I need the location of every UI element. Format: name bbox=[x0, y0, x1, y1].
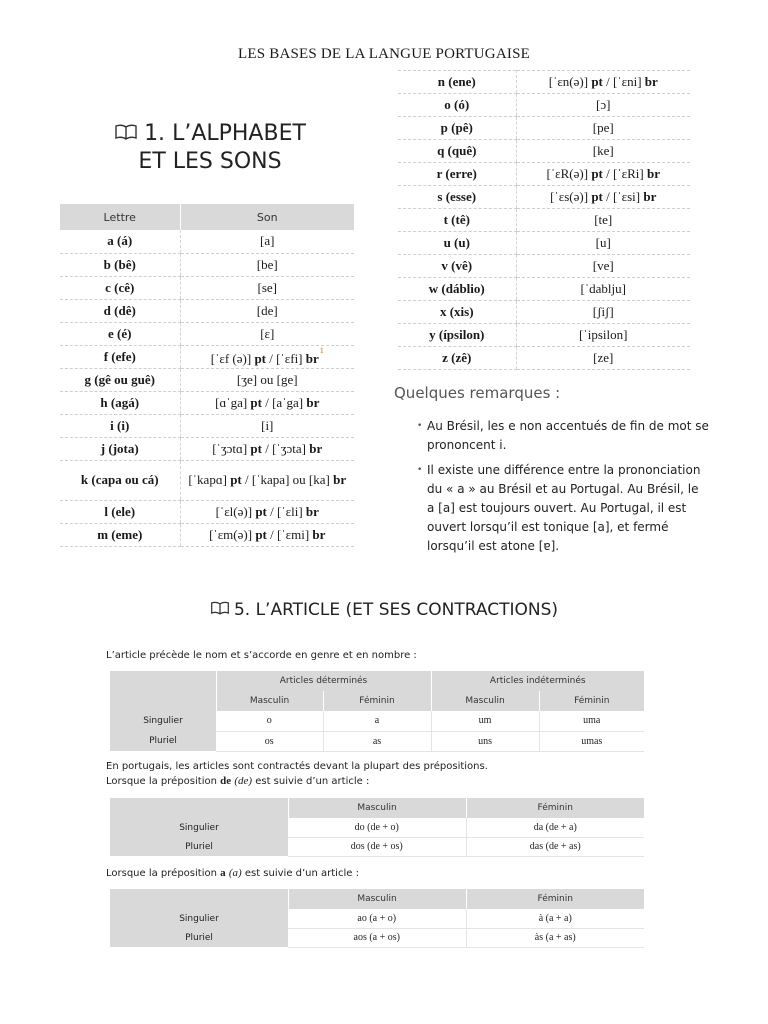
sub-header-masculin: Masculin bbox=[431, 691, 539, 711]
table-row bbox=[60, 368, 354, 391]
letter-cell: r (erre) bbox=[398, 163, 516, 186]
table-row bbox=[60, 322, 354, 345]
table-row bbox=[398, 209, 690, 232]
letter-cell: e (é) bbox=[60, 322, 180, 345]
letter-cell: k (capa ou cá) bbox=[60, 460, 180, 500]
sub-header-feminin: Féminin bbox=[323, 691, 431, 711]
preposition-de-pronunciation: (de) bbox=[234, 775, 253, 787]
table-cell: as bbox=[323, 731, 431, 751]
table-row bbox=[398, 301, 690, 324]
group-header-definite: Articles déterminés bbox=[216, 671, 431, 691]
remark-text-2: Il existe une différence entre la prononciation du « a » au Brésil et au Portugal. Au Brésil, le a [a] est toujours ouvert. Au Portugal, il est ouvert lorsqu’il est tonique [a], et fermé lorsqu’il est atone [ɐ]. bbox=[427, 463, 701, 553]
contraction-intro-line2 bbox=[106, 775, 369, 787]
open-book-icon bbox=[114, 120, 138, 148]
letter-cell: i (i) bbox=[60, 414, 180, 437]
sound-cell: [ˈipsilon] bbox=[516, 324, 690, 347]
sound-cell: [ʒe] ou [ge] bbox=[180, 368, 354, 391]
contraction-a-table bbox=[110, 889, 644, 948]
contraction-corner-cell bbox=[110, 889, 288, 909]
row-label-singulier: Singulier bbox=[110, 711, 216, 731]
table-cell: os bbox=[216, 731, 323, 751]
table-cell: a bbox=[323, 711, 431, 731]
table-row bbox=[398, 324, 690, 347]
table-row bbox=[398, 347, 690, 370]
intro-text: est suivie d’un article : bbox=[255, 776, 370, 787]
table-row bbox=[398, 71, 690, 94]
column-header-letter: Lettre bbox=[60, 204, 180, 230]
preposition-de: de bbox=[220, 775, 232, 787]
letter-cell: a (á) bbox=[60, 230, 180, 253]
sound-cell: [be] bbox=[180, 253, 354, 276]
table-cell: do (de + o) bbox=[288, 818, 466, 837]
table-row bbox=[60, 253, 354, 276]
letter-cell: s (esse) bbox=[398, 186, 516, 209]
table-cell: das (de + as) bbox=[466, 837, 644, 856]
table-cell: uma bbox=[539, 711, 644, 731]
group-header-indefinite: Articles indéterminés bbox=[431, 671, 644, 691]
footnote-marker[interactable]: 1 bbox=[319, 346, 324, 355]
table-cell: às (a + as) bbox=[466, 928, 644, 947]
contraction-de-table bbox=[110, 798, 644, 857]
sound-cell: [ˈɛR(ə)] pt / [ˈɛRi] br bbox=[516, 163, 690, 186]
section-5-title: 5. L’ARTICLE (ET SES CONTRACTIONS) bbox=[233, 600, 559, 620]
table-row bbox=[60, 276, 354, 299]
section-1-heading bbox=[60, 120, 360, 176]
table-row bbox=[398, 163, 690, 186]
letter-cell: z (zê) bbox=[398, 347, 516, 370]
intro-text: Lorsque la préposition bbox=[106, 776, 217, 787]
header-feminin: Féminin bbox=[466, 798, 644, 818]
sound-cell: [ˈɛm(ə)] pt / [ˈɛmi] br bbox=[180, 523, 354, 546]
table-cell: dos (de + os) bbox=[288, 837, 466, 856]
remarks-heading: Quelques remarques : bbox=[394, 384, 561, 402]
preposition-a-pronunciation: (a) bbox=[228, 867, 242, 879]
contraction-corner-cell bbox=[110, 798, 288, 818]
letter-cell: b (bê) bbox=[60, 253, 180, 276]
section-1-title-line2: ET LES SONS bbox=[138, 149, 282, 174]
intro-text: est suivie d’un article : bbox=[244, 868, 359, 879]
sound-cell: [se] bbox=[180, 276, 354, 299]
table-row bbox=[398, 117, 690, 140]
letter-cell: l (ele) bbox=[60, 500, 180, 523]
sound-cell: [ˈdablju] bbox=[516, 278, 690, 301]
table-row bbox=[398, 94, 690, 117]
remark-item-2 bbox=[417, 461, 709, 556]
table-row bbox=[398, 186, 690, 209]
section-1-number: 1. bbox=[144, 121, 166, 146]
letter-cell: d (dê) bbox=[60, 299, 180, 322]
table-row bbox=[60, 299, 354, 322]
intro-text: Lorsque la préposition bbox=[106, 868, 217, 879]
table-cell: um bbox=[431, 711, 539, 731]
sound-cell: [ˈkapɑ] pt / [ˈkapa] ou [ka] br bbox=[180, 460, 354, 500]
table-cell: da (de + a) bbox=[466, 818, 644, 837]
header-masculin: Masculin bbox=[288, 798, 466, 818]
letter-cell: o (ó) bbox=[398, 94, 516, 117]
sound-cell: [ʃiʃ] bbox=[516, 301, 690, 324]
table-row bbox=[60, 414, 354, 437]
sound-cell: [ve] bbox=[516, 255, 690, 278]
row-label-singulier: Singulier bbox=[110, 818, 288, 837]
article-intro: L’article précède le nom et s’accorde en genre et en nombre : bbox=[106, 650, 417, 661]
letter-cell: y (ípsilon) bbox=[398, 324, 516, 347]
letter-cell: v (vê) bbox=[398, 255, 516, 278]
table-cell: ao (a + o) bbox=[288, 909, 466, 928]
sound-cell: [ˈɛn(ə)] pt / [ˈɛni] br bbox=[516, 71, 690, 94]
letter-cell: f (efe) bbox=[60, 345, 180, 368]
contraction-a-intro bbox=[106, 867, 359, 879]
letter-cell: p (pê) bbox=[398, 117, 516, 140]
table-row bbox=[60, 437, 354, 460]
letter-cell: j (jota) bbox=[60, 437, 180, 460]
bullet-icon: • bbox=[417, 465, 423, 475]
sound-cell: [ze] bbox=[516, 347, 690, 370]
table-cell: à (a + a) bbox=[466, 909, 644, 928]
letter-cell: x (xis) bbox=[398, 301, 516, 324]
sound-cell: [ˈʒɔtɑ] pt / [ˈʒɔta] br bbox=[180, 437, 354, 460]
sub-header-feminin: Féminin bbox=[539, 691, 644, 711]
letter-cell: c (cê) bbox=[60, 276, 180, 299]
table-row bbox=[60, 500, 354, 523]
document-title: LES BASES DE LA LANGUE PORTUGAISE bbox=[238, 46, 530, 62]
letter-cell: h (agá) bbox=[60, 391, 180, 414]
table-row bbox=[398, 232, 690, 255]
table-row bbox=[60, 345, 354, 368]
letter-cell: w (dáblio) bbox=[398, 278, 516, 301]
letter-cell: m (eme) bbox=[60, 523, 180, 546]
row-label-singulier: Singulier bbox=[110, 909, 288, 928]
sound-cell: [ˈɛs(ə)] pt / [ˈɛsi] br bbox=[516, 186, 690, 209]
sound-cell: [a] bbox=[180, 230, 354, 253]
table-cell: aos (a + os) bbox=[288, 928, 466, 947]
sub-header-masculin: Masculin bbox=[216, 691, 323, 711]
alphabet-table-left bbox=[60, 204, 354, 547]
table-row bbox=[398, 255, 690, 278]
open-book-icon bbox=[210, 600, 230, 620]
row-label-pluriel: Pluriel bbox=[110, 837, 288, 856]
row-label-pluriel: Pluriel bbox=[110, 731, 216, 751]
contraction-intro-line1: En portugais, les articles sont contractés devant la plupart des prépositions. bbox=[106, 761, 488, 772]
table-row bbox=[398, 278, 690, 301]
letter-cell: n (ene) bbox=[398, 71, 516, 94]
table-row bbox=[398, 140, 690, 163]
letter-cell: q (quê) bbox=[398, 140, 516, 163]
letter-cell: u (u) bbox=[398, 232, 516, 255]
remark-item-1 bbox=[417, 417, 709, 455]
sound-cell: [ˈɛf (ə)] pt / [ˈɛfi] $br^1$ bbox=[180, 345, 354, 368]
sound-cell: [i] bbox=[180, 414, 354, 437]
table-cell: umas bbox=[539, 731, 644, 751]
sound-cell: [ke] bbox=[516, 140, 690, 163]
table-row bbox=[60, 523, 354, 546]
sound-cell: [ɔ] bbox=[516, 94, 690, 117]
sound-cell: [ɑˈga] pt / [aˈga] br bbox=[180, 391, 354, 414]
preposition-a: a bbox=[220, 867, 226, 879]
sound-cell: [ˈɛl(ə)] pt / [ˈɛli] br bbox=[180, 500, 354, 523]
column-header-sound: Son bbox=[180, 204, 354, 230]
bullet-icon: • bbox=[417, 421, 423, 431]
section-1-title-line1: L’ALPHABET bbox=[172, 121, 306, 146]
table-row bbox=[60, 460, 354, 500]
letter-cell: g (gê ou guê) bbox=[60, 368, 180, 391]
article-table bbox=[110, 671, 644, 752]
header-masculin: Masculin bbox=[288, 889, 466, 909]
header-feminin: Féminin bbox=[466, 889, 644, 909]
table-row bbox=[60, 230, 354, 253]
letter-cell: t (tê) bbox=[398, 209, 516, 232]
article-corner-cell bbox=[110, 671, 216, 711]
table-row bbox=[60, 391, 354, 414]
sound-cell: [te] bbox=[516, 209, 690, 232]
table-cell: uns bbox=[431, 731, 539, 751]
table-cell: o bbox=[216, 711, 323, 731]
sound-cell: [de] bbox=[180, 299, 354, 322]
row-label-pluriel: Pluriel bbox=[110, 928, 288, 947]
sound-cell: [pe] bbox=[516, 117, 690, 140]
alphabet-table-right bbox=[398, 70, 690, 370]
sound-cell: [ɛ] bbox=[180, 322, 354, 345]
sound-cell: [u] bbox=[516, 232, 690, 255]
remark-text-1: Au Brésil, les e non accentués de fin de mot se prononcent i. bbox=[427, 419, 709, 452]
section-5-heading bbox=[0, 600, 768, 620]
